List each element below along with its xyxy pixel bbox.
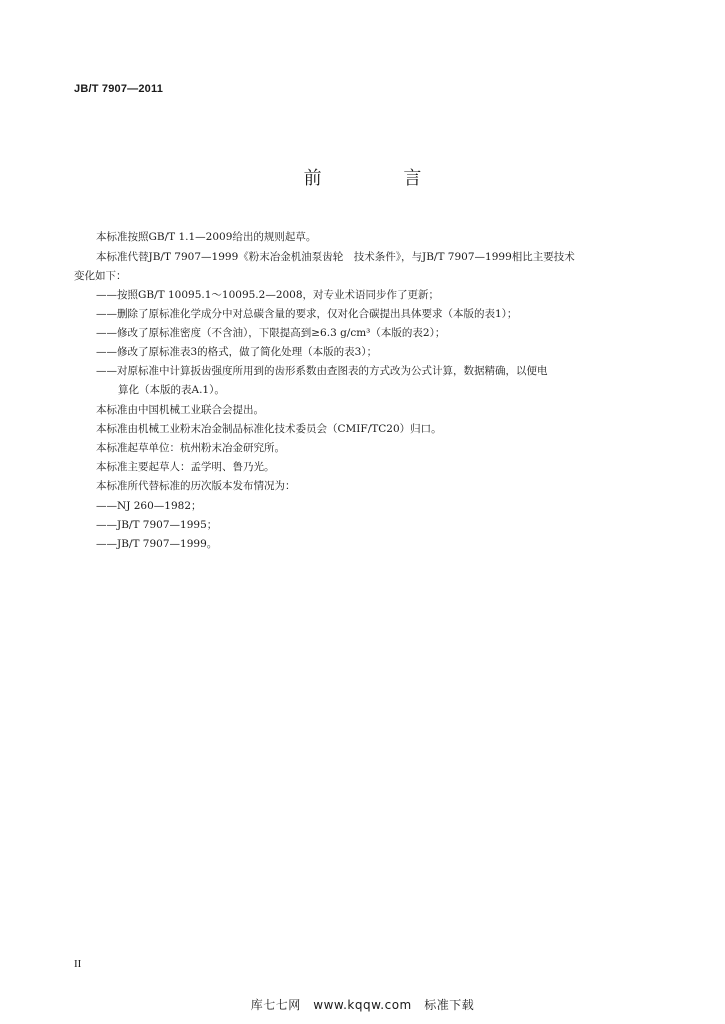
paragraph-committee: 本标准由机械工业粉末冶金制品标准化技术委员会（CMIF/TC20）归口。	[96, 423, 442, 435]
change-item-1: ——按照GB/T 10095.1～10095.2—2008，对专业术语同步作了更新；	[96, 289, 440, 301]
history-item-2: ——JB/T 7907—1995；	[96, 519, 218, 531]
change-item-3: ——修改了原标准密度（不含油），下限提高到≥6.3 g/cm³（本版的表2）；	[96, 327, 446, 339]
change-item-4: ——修改了原标准表3的格式，做了简化处理（本版的表3）；	[96, 346, 378, 358]
page-number: II	[74, 958, 82, 970]
paragraph-replaces: 本标准代替JB/T 7907—1999《粉末冶金机油泵齿轮 技术条件》，与JB/T 7907—1999相比主要技术	[96, 251, 575, 263]
document-code: JB/T 7907—2011	[74, 83, 164, 95]
change-item-5: ——对原标准中计算扳齿强度所用到的齿形系数由查图表的方式改为公式计算，数据精确，以便电	[96, 365, 548, 377]
history-item-3: ——JB/T 7907—1999。	[96, 538, 218, 550]
paragraph-drafters: 本标准主要起草人：孟学明、鲁乃光。	[96, 461, 275, 473]
paragraph-proposer: 本标准由中国机械工业联合会提出。	[96, 404, 264, 416]
change-item-5-cont: 算化（本版的表A.1）。	[118, 384, 225, 396]
page-title: 前 言	[303, 168, 460, 189]
paragraph-drafting-rules: 本标准按照GB/T 1.1—2009给出的规则起草。	[96, 231, 317, 243]
paragraph-replaces-cont: 变化如下：	[74, 270, 127, 282]
paragraph-drafting-unit: 本标准起草单位：杭州粉末冶金研究所。	[96, 442, 285, 454]
watermark-text: 库七七网 www.kqqw.com 标准下载	[250, 998, 475, 1012]
change-item-2: ——删除了原标准化学成分中对总碳含量的要求，仅对化合碳提出具体要求（本版的表1）；	[96, 308, 518, 320]
history-item-1: ——NJ 260—1982；	[96, 500, 202, 512]
paragraph-history: 本标准所代替标准的历次版本发布情况为：	[96, 480, 296, 492]
